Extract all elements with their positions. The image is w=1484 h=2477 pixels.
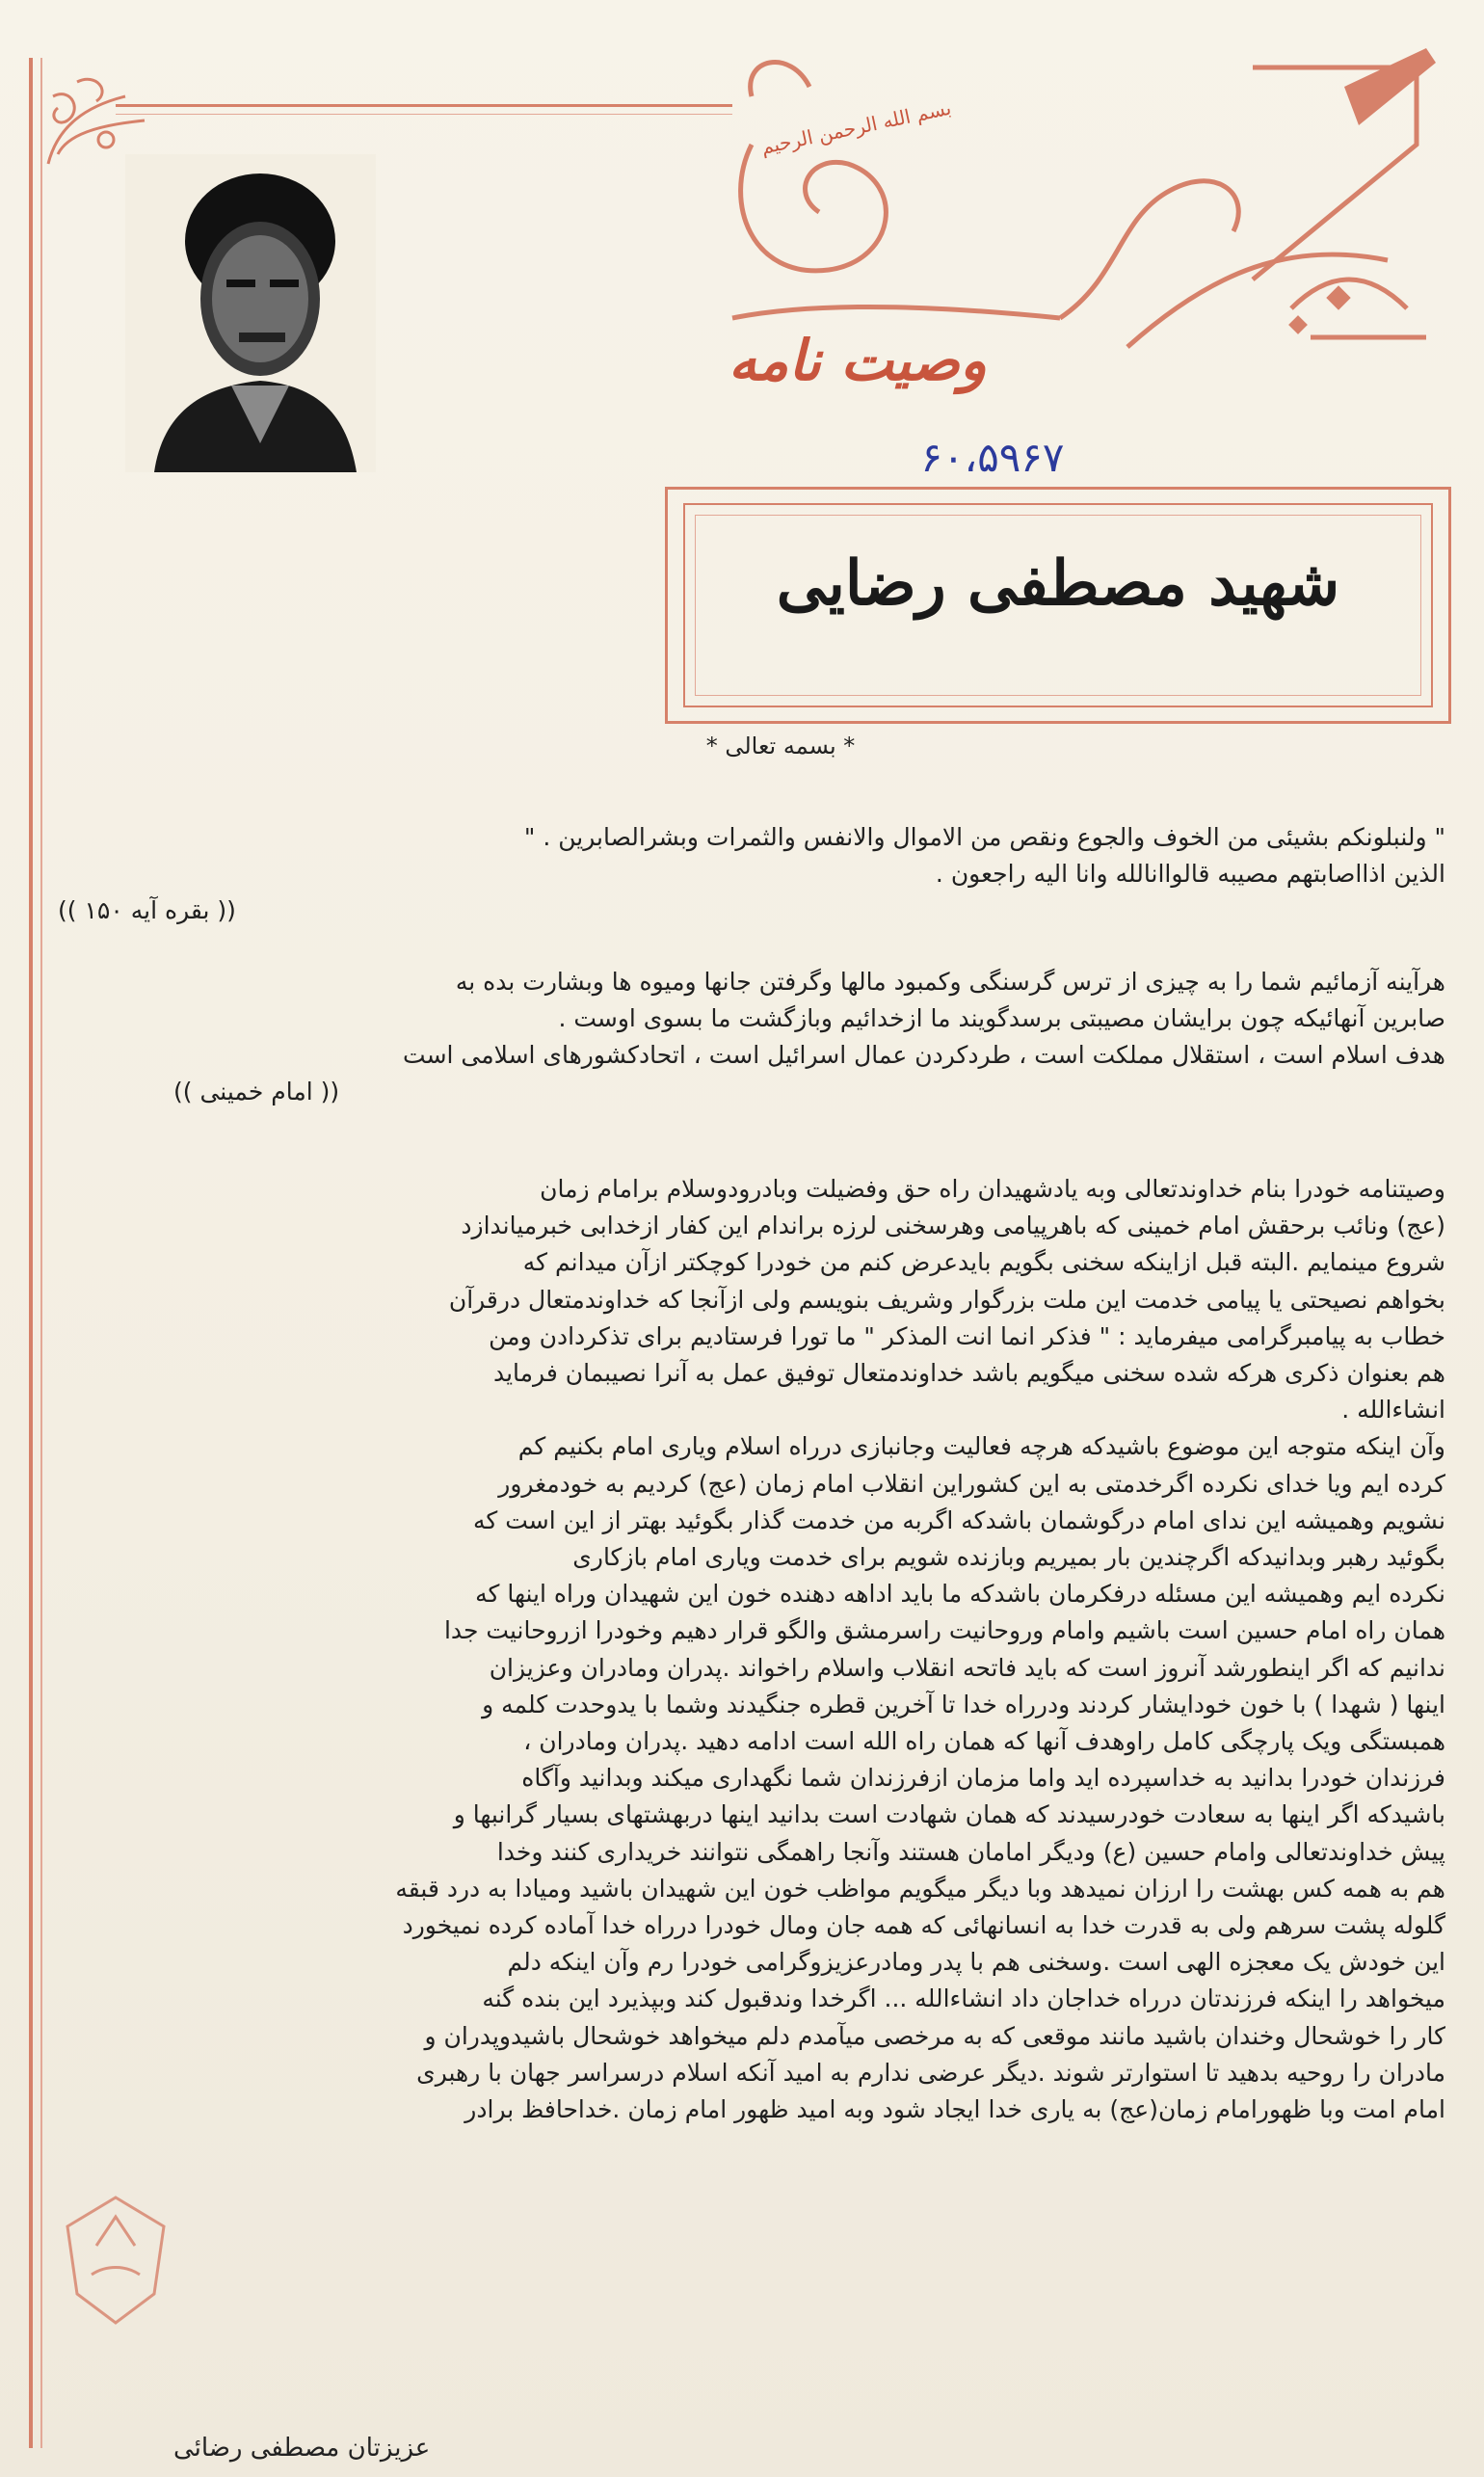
will-line: همبستگی ویک پارچگی کامل راوهدف آنها که همان راه الله است ادامه دهید .پدران ومادران ، (523, 1727, 1445, 1756)
will-line: بخواهم نصیحتی یا پیامی خدمت این ملت بزرگوار وشریف بنویسم ولی ازآنجا که خداوندمتعال درقرآن (448, 1285, 1445, 1314)
will-line: (عج) ونائب برحقش امام خمینی که باهرپیامی وهرسخنی لرزه براندام این کفار ازخدابی خبرمیاندازد (461, 1212, 1445, 1240)
will-line: انشاءالله . (1341, 1396, 1445, 1425)
will-line: وآن اینکه متوجه این موضوع باشیدکه هرچه فعالیت وجانبازی درراه اسلام ویاری امام بکنیم کم (517, 1432, 1445, 1461)
quran-verse-block (58, 819, 1445, 929)
will-line: فرزندان خودرا بدانید به خداسپرده اید واما مزمان ازفرزندان شما نگهداری میکند وبدانید وآگاه (521, 1764, 1445, 1793)
translation-line-2: صابرین آنهائیکه چون برایشان مصیبتی برسدگویند ما ازخدائیم وبازگشت ما بسوی اوست . (558, 1004, 1445, 1032)
quran-reference: (( بقره آیه ۱۵۰ )) (58, 896, 236, 924)
will-line: گلوله پشت سرهم ولی به قدرت خدا به انسانهائی که همه جان ومال خودرا درراه خدا آماده کرده نمیخورد (402, 1911, 1445, 1940)
will-line: امام امت وبا ظهورامام زمان(عج) به یاری خدا ایجاد شود وبه امید ظهور امام زمان .خداحافظ برادر (464, 2095, 1445, 2124)
author-signature: عزیزتان مصطفی رضائی (173, 2434, 431, 2463)
will-line: ندانیم که اگر اینطورشد آنروز است که باید فاتحه انقلاب واسلام راخواند .پدران ومادران وعزیزان (489, 1653, 1445, 1682)
martyr-name-frame (665, 487, 1451, 724)
organization-stamp-icon (48, 2188, 183, 2332)
opening-heading: * بسمه تعالی * (705, 732, 856, 759)
will-line: نکرده ایم وهمیشه این مسئله درفکرمان باشدکه ما باید اداهه دهنده خون این شهیدان وراه اینها که (475, 1580, 1445, 1609)
martyr-name: شهید مصطفی رضایی (776, 547, 1340, 620)
will-line: این خودش یک معجزه الهی است .وسخنی هم با پدر ومادرعزیزوگرامی خودرا رم وآن اینکه دلم (507, 1948, 1445, 1977)
translation-line-1: هرآینه آزمائیم شما را به چیزی از ترس گرسنگی وکمبود مالها وگرفتن جانها ومیوه ها وبشارت بده به (455, 968, 1445, 996)
will-line: باشیدکه اگر اینها به سعادت خودرسیدند که همان شهادت است بدانید اینها دربهشتهای بسیار گرانبها و (453, 1800, 1445, 1829)
will-line: میخواهد را اینکه فرزندتان درراه خداجان داد انشاءالله ... اگرخدا وندقبول کند وبپذیرد این بنده گنه (482, 1984, 1445, 2013)
will-line: خطاب به پیامبرگرامی میفرماید : " فذکر انما انت المذکر " ما تورا فرستادیم برای تذکردادن ومن (489, 1321, 1445, 1350)
martyr-portrait-image (125, 154, 376, 472)
quran-line-1: " ولنبلونکم بشیئی من الخوف والجوع ونقص من الاموال والانفس والثمرات وبشرالصابرین . " (523, 823, 1445, 851)
will-line: پیش خداوندتعالی وامام حسین (ع) ودیگر امامان هستند وآنجا راهمگی نتوانند خریداری کنند وخدا (496, 1837, 1445, 1866)
will-line: نشویم وهمیشه این ندای امام درگوشمان باشدکه اگربه من خدمت گذار بگوئید بهتر از این است که (473, 1505, 1445, 1534)
will-line: وصیتنامه خودرا بنام خداوندتعالی وبه یادشهیدان راه حق وفضیلت وبادرودوسلام برامام زمان (540, 1175, 1445, 1203)
basmala-text: بسم الله الرحمن الرحیم (758, 95, 954, 159)
will-line: اینها ( شهدا ) با خون خودایشار کردند ودرراه خدا تا آخرین قطره جنگیدند وشما با یدوحدت کلمه و (482, 1690, 1445, 1718)
left-border-inner-line (40, 58, 42, 2448)
will-line: مادران را روحیه بدهید تا استوارتر شوند .دیگر عرضی ندارم به امید آنکه اسلام درسراسر جهان با رهبری (416, 2058, 1445, 2087)
archive-number: ۶۰،۵۹۶۷ (920, 434, 1065, 481)
quran-line-2: الذین اذااصابتهم مصیبه قالواانالله وانا الیه راجعون . (935, 860, 1445, 888)
left-border-line (29, 58, 33, 2448)
will-line: هم به همه کس بهشت را ارزان نمیدهد وبا دیگر میگویم مواظب خون این شهیدان باشید ومیادا به درد قبقه (395, 1874, 1445, 1903)
will-line: بگوئید رهبر وبدانیدکه اگرچندین بار بمیریم وبازنده شویم برای خدمت ویاری امام بازکاری (572, 1543, 1445, 1572)
imam-signature: (( امام خمینی )) (173, 1078, 340, 1105)
translation-block (58, 964, 1445, 1110)
top-rule-line-secondary (116, 114, 732, 115)
translation-line-3: هدف اسلام است ، استقلال مملکت است ، طردکردن عمال اسرائیل است ، اتحادکشورهای اسلامی است (403, 1041, 1445, 1069)
will-line: کار را خوشحال وخندان باشید مانند موقعی که به مرخصی میآمدم دلم میخواهد خوشحال باشیدوپدران و (424, 2021, 1445, 2050)
will-line: هم بعنوان ذکری هرکه شده سخنی میگویم باشد خداوندمتعال توفیق عمل به آنرا نصیبمان فرماید (492, 1359, 1445, 1388)
will-body (58, 1171, 1445, 2128)
will-line: کرده ایم ویا خدای نکرده اگرخدمتی به این کشوراین انقلاب امام زمان (عج) کردیم به خودمغرور (498, 1469, 1445, 1498)
top-rule-line (116, 104, 732, 107)
will-line: همان راه امام حسین است باشیم وامام وروحانیت راسرمشق والگو قرار دهیم وخودرا ازروحانیت جدا (443, 1616, 1445, 1645)
document-title: وصیت نامه (729, 328, 987, 393)
will-line: شروع مینمایم .البته قبل ازاینکه سخنی بگویم بایدعرض کنم من خودرا کوچکتر ازآن میدانم که (522, 1248, 1445, 1277)
